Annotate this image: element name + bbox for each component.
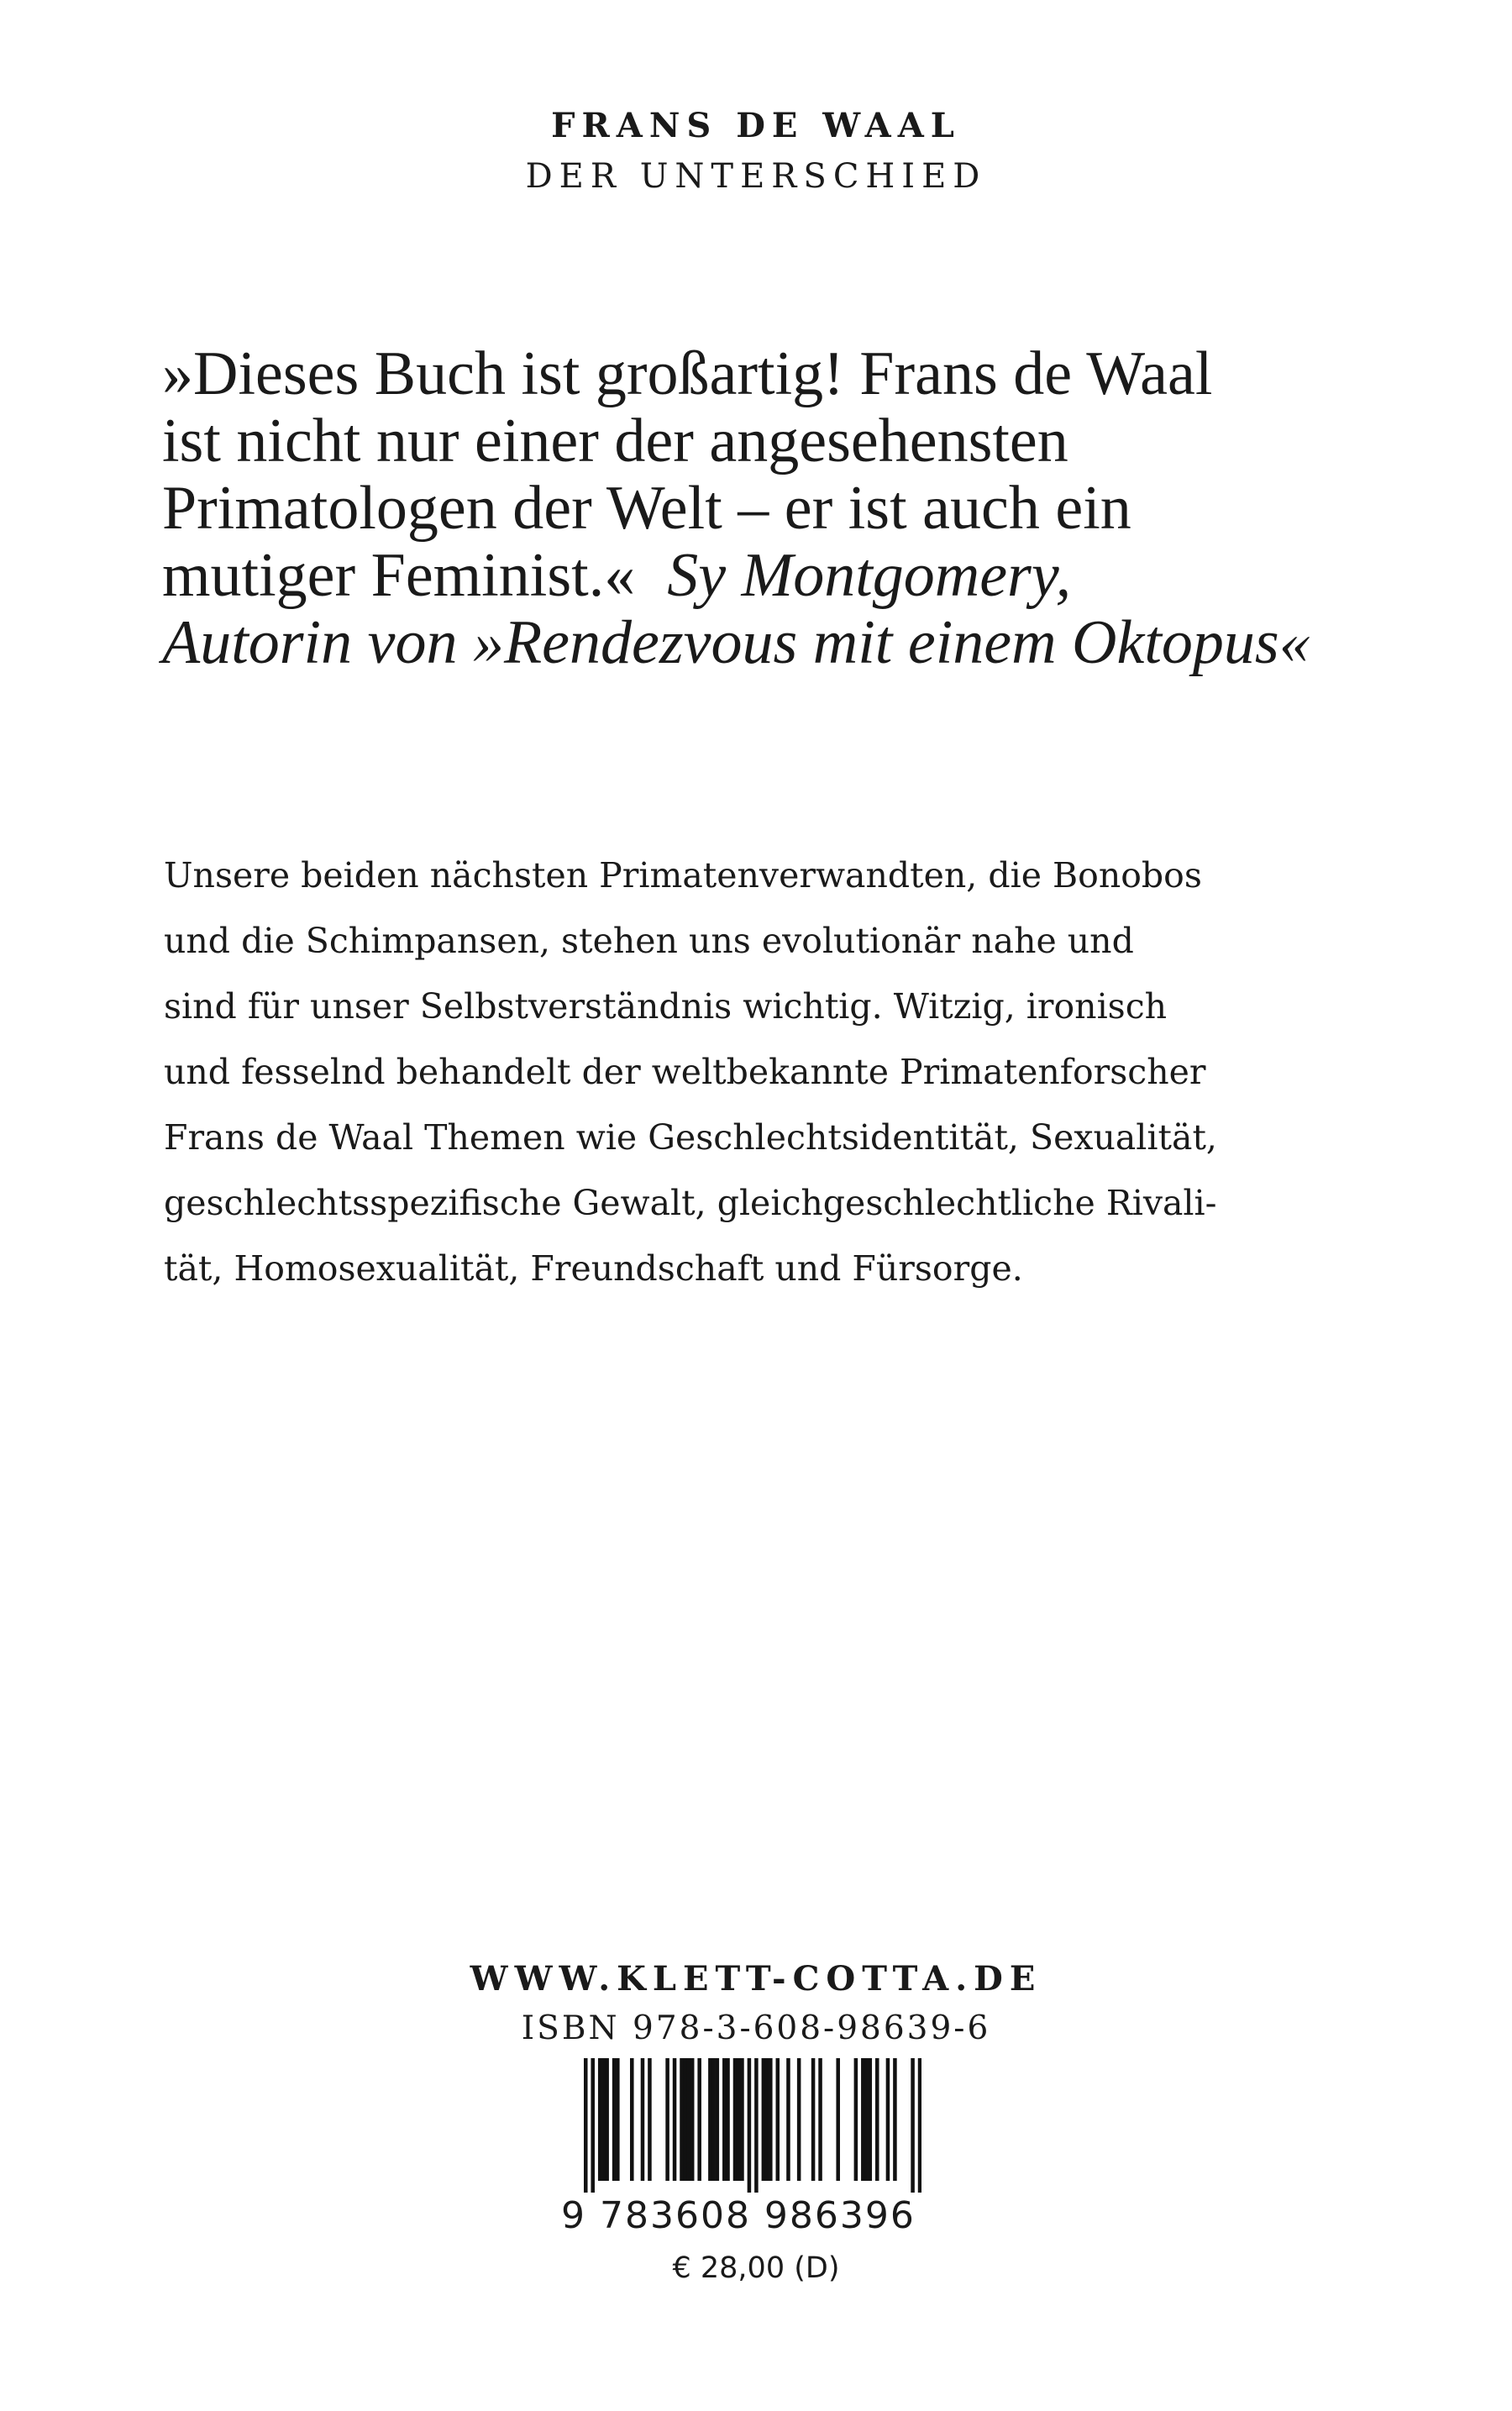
quote-line-3: Primatologen der Welt – er ist auch ein — [162, 474, 1131, 543]
barcode-bar — [811, 2058, 816, 2181]
barcode-bar — [711, 2058, 716, 2181]
blurb-line-1: Unsere beiden nächsten Primatenverwandten, die Bonobos — [164, 855, 1202, 896]
barcode-bar — [616, 2058, 620, 2181]
barcode-bar — [737, 2058, 741, 2181]
header — [0, 101, 1512, 202]
barcode-bar — [716, 2058, 720, 2181]
author-name: FRANS DE WAAL — [551, 106, 961, 145]
barcode-bar — [697, 2058, 701, 2181]
barcode-bar — [754, 2058, 759, 2193]
blurb-line-4: und fesselnd behandelt der weltbekannte Primatenforscher — [164, 1052, 1206, 1092]
barcode-bar — [687, 2058, 691, 2181]
barcode-bar — [601, 2058, 606, 2181]
barcode-bar — [648, 2058, 652, 2181]
barcode-bar — [680, 2058, 684, 2181]
barcode-bar — [598, 2058, 602, 2181]
barcode-bar — [584, 2058, 588, 2193]
quote-attribution-detail: Autorin von »Rendezvous mit einem Oktopus« — [162, 608, 1310, 677]
blurb-line-7: tät, Homosexualität, Freundschaft und Fürsorge. — [164, 1248, 1023, 1289]
barcode-bar — [875, 2058, 879, 2181]
barcode-bar — [612, 2058, 617, 2181]
barcode-bar — [665, 2058, 669, 2181]
footer — [0, 1953, 1512, 2052]
barcode-bar — [911, 2058, 915, 2193]
barcode-bar — [918, 2058, 921, 2193]
quote-line-4 — [162, 542, 1363, 609]
isbn-number: ISBN 978-3-608-98639-6 — [521, 2009, 991, 2047]
barcode-bar — [861, 2058, 865, 2181]
barcode-bar — [605, 2058, 609, 2181]
barcode-bar — [836, 2058, 840, 2181]
barcode-bar — [864, 2058, 869, 2181]
quote-attribution-name: Sy Montgomery, — [667, 541, 1072, 610]
barcode-bar — [869, 2058, 873, 2181]
barcode-bar — [762, 2058, 766, 2181]
barcode-bar — [740, 2058, 744, 2181]
barcode-bar — [726, 2058, 730, 2181]
barcode-bar — [641, 2058, 645, 2181]
publisher-website: WWW.KLETT-COTTA.DE — [470, 1959, 1042, 1999]
price-label: € 28,00 (D) — [672, 2251, 840, 2285]
blurb-text — [164, 843, 1365, 1301]
book-title: DER UNTERSCHIED — [525, 157, 987, 196]
barcode-bar — [854, 2058, 858, 2181]
barcode-bar — [893, 2058, 897, 2181]
barcode-bar — [886, 2058, 890, 2181]
barcode-bar — [673, 2058, 677, 2181]
blurb-line-6: geschlechtsspezifische Gewalt, gleichgeschlechtliche Rivali- — [164, 1183, 1217, 1223]
quote-line-4-text: mutiger Feminist.« — [162, 541, 636, 610]
blurb-line-3: sind für unser Selbstverständnis wichtig. Witzig, ironisch — [164, 986, 1168, 1027]
barcode-bar — [630, 2058, 634, 2181]
barcode-bar — [765, 2058, 769, 2181]
barcode-bar — [818, 2058, 822, 2181]
barcode-bar — [748, 2058, 752, 2193]
barcode-bar — [786, 2058, 790, 2181]
review-quote — [162, 340, 1363, 676]
barcode-digits: 9 783608 986396 — [561, 2194, 916, 2237]
barcode-icon — [584, 2058, 921, 2193]
blurb-line-2: und die Schimpansen, stehen uns evolutionär nahe und — [164, 921, 1134, 961]
barcode-bar — [722, 2058, 727, 2181]
quote-line-1: »Dieses Buch ist großartig! Frans de Waal — [162, 339, 1213, 408]
barcode-bar — [683, 2058, 687, 2181]
barcode-bar — [708, 2058, 712, 2181]
barcode-bar — [769, 2058, 773, 2181]
quote-line-2: ist nicht nur einer der angesehensten — [162, 407, 1068, 475]
blurb-line-5: Frans de Waal Themen wie Geschlechtsidentität, Sexualität, — [164, 1117, 1217, 1158]
barcode-bar — [690, 2058, 695, 2181]
barcode-bar — [591, 2058, 595, 2193]
barcode-bar — [797, 2058, 801, 2181]
barcode-bar — [733, 2058, 738, 2181]
barcode-bar — [776, 2058, 780, 2181]
